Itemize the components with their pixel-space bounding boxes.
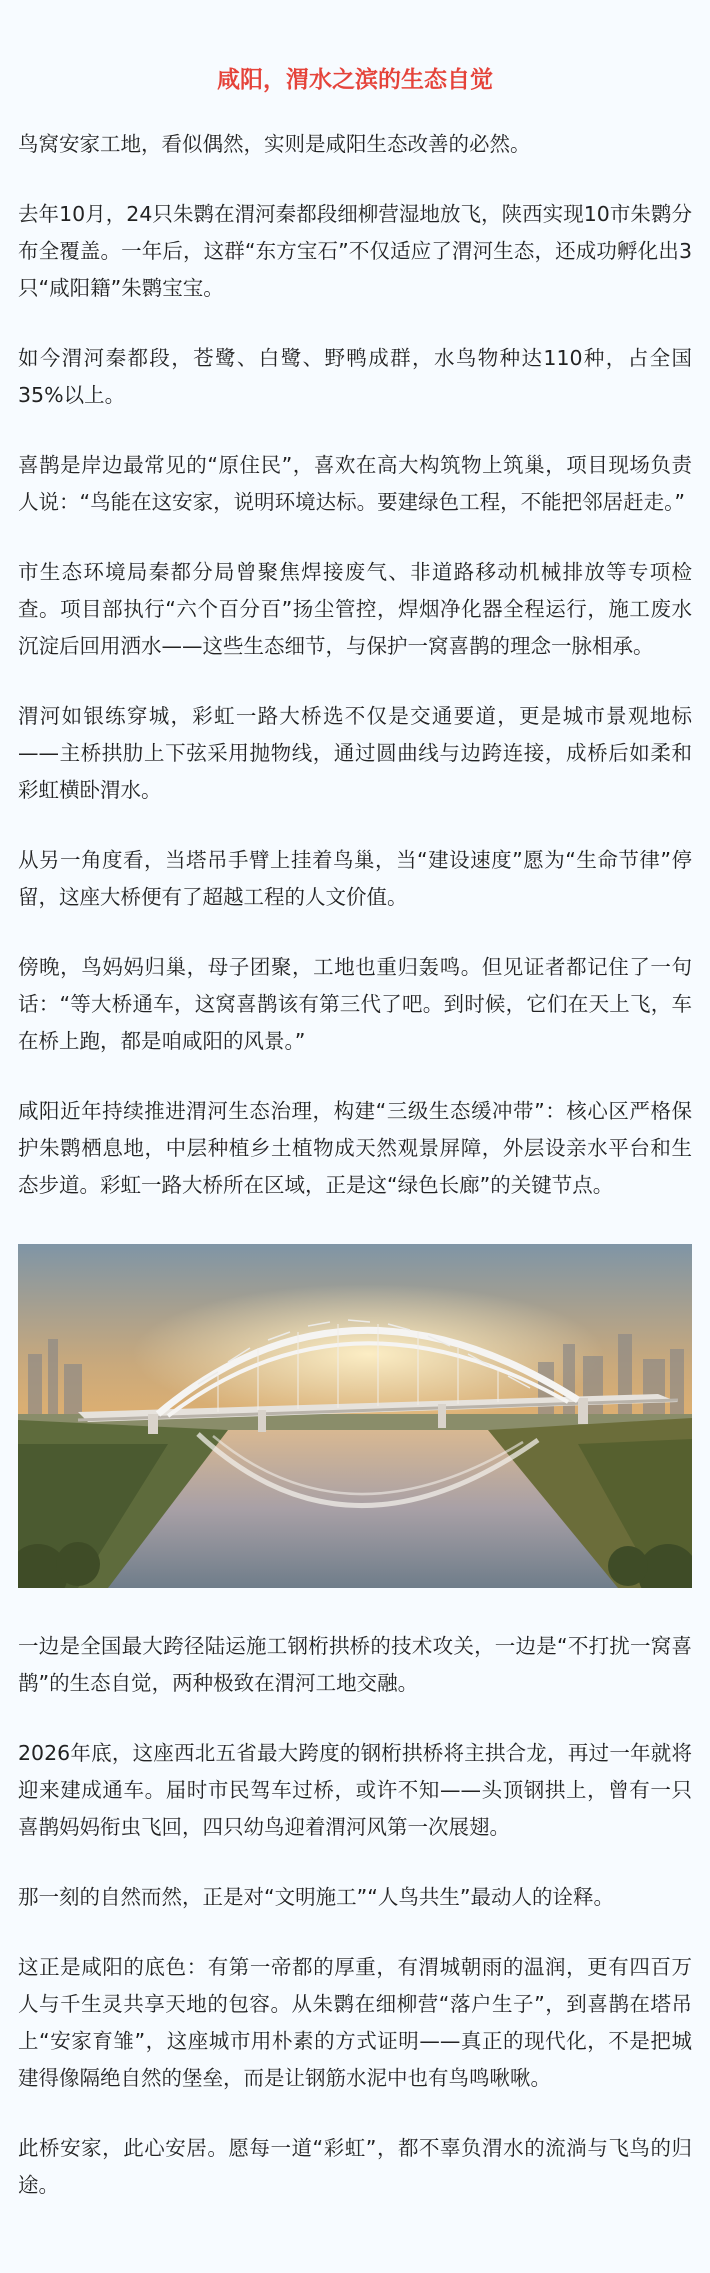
article-title: 咸阳，渭水之滨的生态自觉 [217,67,493,93]
paragraph-3: 如今渭河秦都段，苍鹭、白鹭、野鸭成群，水鸟物种达110种，占全国35%以上。 [18,346,692,407]
paragraph-1: 鸟窝安家工地，看似偶然，实则是咸阳生态改善的必然。 [18,132,531,156]
paragraph-8: 傍晚，鸟妈妈归巢，母子团聚，工地也重归轰鸣。但见证者都记住了一句话：“等大桥通车，这窝喜鹊该有第三代了吧。到时候，它们在天上飞，车在桥上跑，都是咱咸阳的风景。” [18,955,692,1053]
bridge-illustration [18,1244,692,1588]
paragraph-4: 喜鹊是岸边最常见的“原住民”，喜欢在高大构筑物上筑巢，项目现场负责人说：“鸟能在这安家，说明环境达标。要建绿色工程，不能把邻居赶走。” [18,453,692,514]
paragraph-6: 渭河如银练穿城，彩虹一路大桥选不仅是交通要道，更是城市景观地标——主桥拱肋上下弦采用抛物线，通过圆曲线与边跨连接，成桥后如柔和彩虹横卧渭水。 [18,704,692,802]
paragraph-5: 市生态环境局秦都分局曾聚焦焊接废气、非道路移动机械排放等专项检查。项目部执行“六个百分百”扬尘管控，焊烟净化器全程运行，施工废水沉淀后回用洒水——这些生态细节，与保护一窝喜鹊的理念一脉相承。 [18,560,692,658]
paragraph-10: 一边是全国最大跨径陆运施工钢桁拱桥的技术攻关，一边是“不打扰一窝喜鹊”的生态自觉，两种极致在渭河工地交融。 [18,1634,692,1695]
paragraph-12: 那一刻的自然而然，正是对“文明施工”“人鸟共生”最动人的诠释。 [18,1885,614,1909]
bridge-rendering-image [18,1244,692,1588]
paragraph-14: 此桥安家，此心安居。愿每一道“彩虹”，都不辜负渭水的流淌与飞鸟的归途。 [18,2136,692,2197]
paragraph-9: 咸阳近年持续推进渭河生态治理，构建“三级生态缓冲带”：核心区严格保护朱鹮栖息地，中层种植乡土植物成天然观景屏障，外层设亲水平台和生态步道。彩虹一路大桥所在区域，正是这“绿色长廊”的关键节点。 [18,1099,692,1197]
paragraph-2: 去年10月，24只朱鹮在渭河秦都段细柳营湿地放飞，陕西实现10市朱鹮分布全覆盖。一年后，这群“东方宝石”不仅适应了渭河生态，还成功孵化出3只“咸阳籍”朱鹮宝宝。 [18,202,692,300]
paragraph-7: 从另一角度看，当塔吊手臂上挂着鸟巢，当“建设速度”愿为“生命节律”停留，这座大桥便有了超越工程的人文价值。 [18,848,692,909]
paragraph-11: 2026年底，这座西北五省最大跨度的钢桁拱桥将主拱合龙，再过一年就将迎来建成通车。届时市民驾车过桥，或许不知——头顶钢拱上，曾有一只喜鹊妈妈衔虫飞回，四只幼鸟迎着渭河风第一次展翅。 [18,1741,692,1839]
paragraph-13: 这正是咸阳的底色：有第一帝都的厚重，有渭城朝雨的温润，更有四百万人与千生灵共享天地的包容。从朱鹮在细柳营“落户生子”，到喜鹊在塔吊上“安家育雏”，这座城市用朴素的方式证明——真正的现代化，不是把城建得像隔绝自然的堡垒，而是让钢筋水泥中也有鸟鸣啾啾。 [18,1955,692,2090]
